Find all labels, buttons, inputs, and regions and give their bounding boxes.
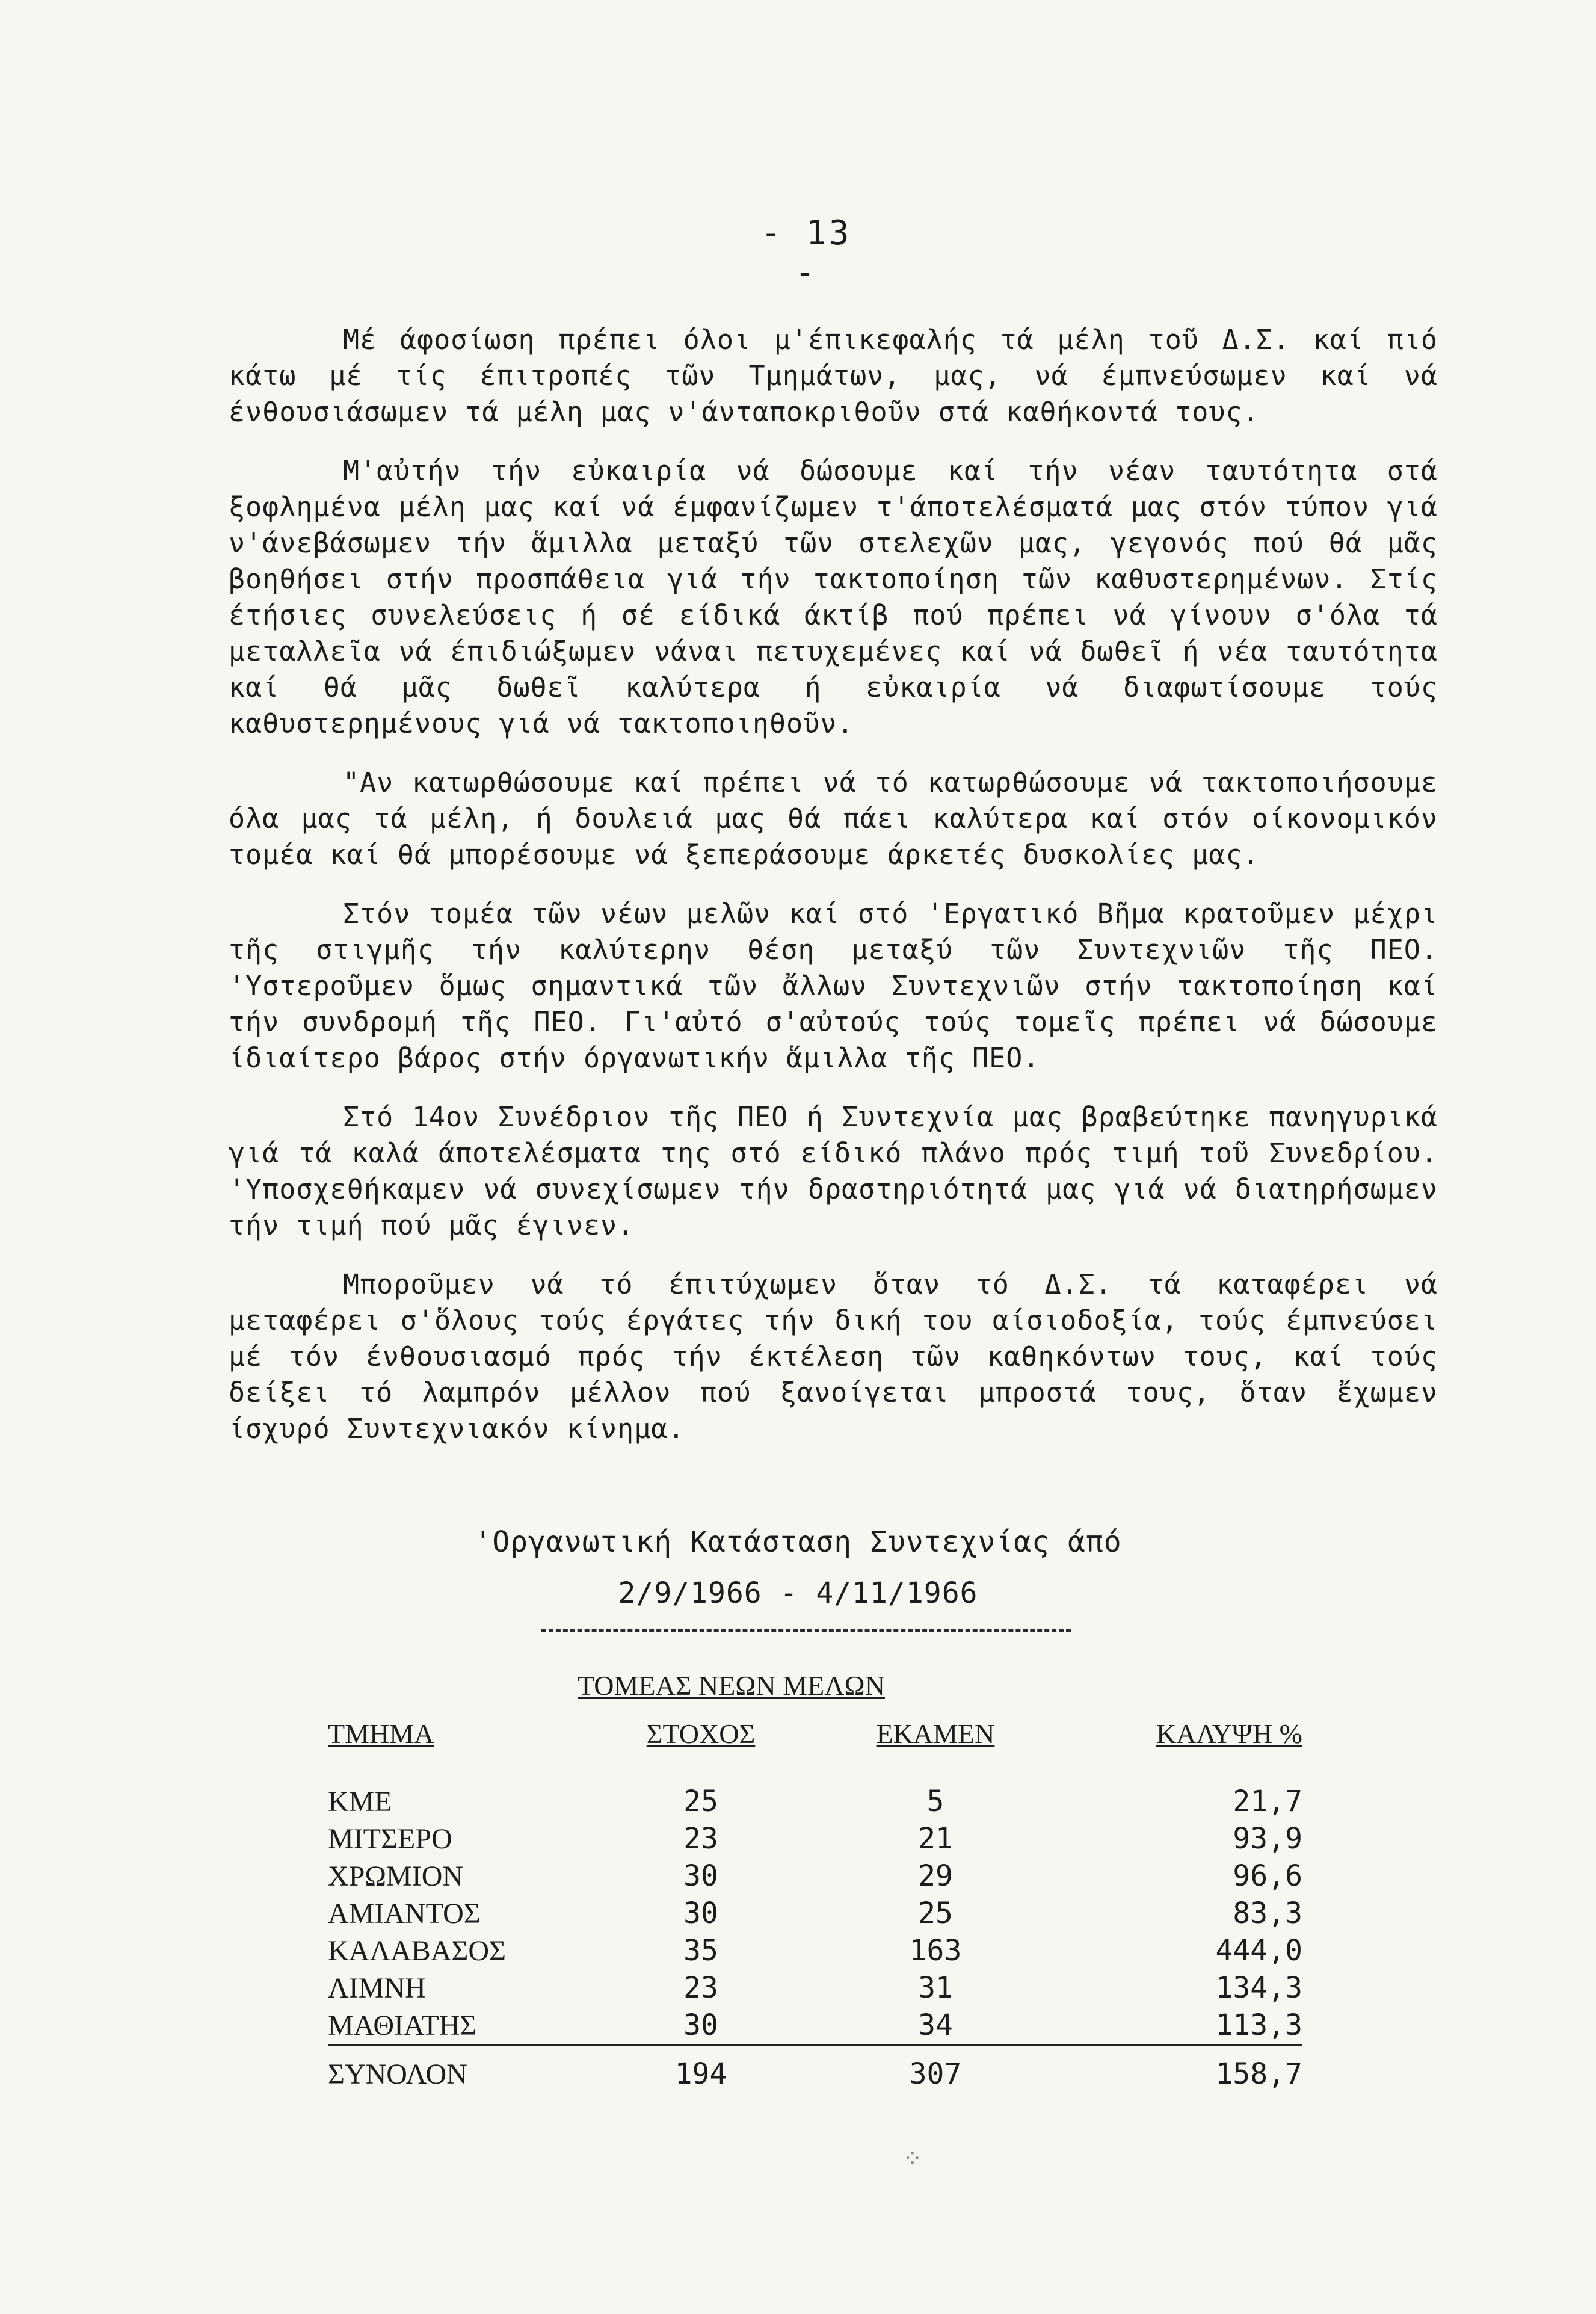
table-row <box>328 2007 1302 2045</box>
paragraph-6: Μποροῦμεν νά τό έπιτύχωμεν ὅταν τό Δ.Σ. τά καταφέρει νά μεταφέρει σ'ὅλους τούς έργάτες τήν δική του αίσιοδοξία, τούς έμπνεύσει μέ τόν ένθουσιασμό πρός τήν έκτέλεση τῶν καθηκόντων τους, καί τούς δείξει τό λαμπρόν μέλλον πού ξανοίγεται μπροστά τους, ὅταν ἔχωμεν ίσχυρό Συντεχνιακόν κίνημα. <box>229 1268 1438 1445</box>
header-section: ΤΜΗΜΑ <box>328 1718 434 1749</box>
membership-table <box>328 1718 1302 2093</box>
header-coverage: ΚΑΛΥΨΗ % <box>1156 1718 1302 1749</box>
table-header-row <box>328 1718 1302 1783</box>
report-period: 2/9/1966 - 4/11/1966 <box>618 1576 978 1610</box>
cell-achieved: 31 <box>918 1971 953 2005</box>
cell-section: ΑΜΙΑΝΤΟΣ <box>328 1897 481 1930</box>
cell-coverage: 96,6 <box>1233 1859 1302 1893</box>
scan-mark: ⁘ <box>902 2145 923 2173</box>
cell-target: 30 <box>593 2007 809 2045</box>
cell-coverage: 83,3 <box>1233 1896 1302 1930</box>
cell-section: ΜΙΤΣΕΡΟ <box>328 1822 452 1855</box>
total-achieved: 307 <box>909 2057 962 2091</box>
table-row <box>328 1783 1302 1820</box>
cell-section: ΧΡΩΜΙΟΝ <box>328 1860 464 1892</box>
body-text <box>229 322 1438 1470</box>
page-number: - 13 - <box>760 214 852 292</box>
cell-section: ΛΙΜΝΗ <box>328 1972 426 2004</box>
sector-title: ΤΟΜΕΑΣ ΝΕΩΝ ΜΕΛΩΝ <box>578 1670 885 1701</box>
cell-achieved: 25 <box>918 1896 953 1930</box>
cell-target: 23 <box>683 1971 718 2005</box>
cell-section: ΚΑΛΑΒΑΣΟΣ <box>328 1934 507 1967</box>
cell-achieved: 163 <box>909 1934 962 1967</box>
cell-coverage: 93,9 <box>1233 1822 1302 1856</box>
cell-coverage: 113,3 <box>1062 2007 1302 2045</box>
paragraph-1: Μέ άφοσίωση πρέπει όλοι μ'έπικεφαλής τά μέλη τοῦ Δ.Σ. καί πιό κάτω μέ τίς έπιτροπές τῶν Τμημάτων, μας, νά έμπνεύσωμεν καί νά ένθουσιάσωμεν τά μέλη μας ν'άνταποκριθοῦν στά καθήκοντά τους. <box>229 324 1438 428</box>
cell-coverage: 21,7 <box>1233 1785 1302 1818</box>
cell-achieved: 34 <box>809 2007 1062 2045</box>
header-achieved: ΕΚΑΜΕΝ <box>876 1718 995 1749</box>
header-target: ΣΤΟΧΟΣ <box>646 1718 756 1749</box>
cell-coverage: 134,3 <box>1215 1971 1302 2005</box>
cell-coverage: 444,0 <box>1215 1934 1302 1967</box>
table-row <box>328 1895 1302 1932</box>
table-row <box>328 1857 1302 1895</box>
total-label: ΣΥΝΟΛΟΝ <box>328 2058 467 2090</box>
report-title: 'Οργανωτική Κατάσταση Συντεχνίας άπό <box>474 1525 1122 1559</box>
cell-target: 30 <box>683 1896 718 1930</box>
table-row <box>328 1820 1302 1857</box>
paragraph-4: Στόν τομέα τῶν νέων μελῶν καί στό 'Εργατικό Βῆμα κρατοῦμεν μέχρι τῆς στιγμῆς τήν καλύτερην θέση μεταξύ τῶν Συντεχνιῶν τῆς ΠΕΟ. 'Υστεροῦμεν ὅμως σημαντικά τῶν ἄλλων Συντεχνιῶν στήν τακτοποίηση καί τήν συνδρομή τῆς ΠΕΟ. Γι'αὐτό σ'αὐτούς τούς τομεῖς πρέπει νά δώσουμε ίδιαίτερο βάρος στήν όργανωτικήν ἅμιλλα τῆς ΠΕΟ. <box>229 898 1438 1074</box>
cell-section: ΚΜΕ <box>328 1785 392 1818</box>
table-row <box>328 1932 1302 1969</box>
cell-target: 30 <box>683 1859 718 1893</box>
cell-achieved: 5 <box>926 1785 944 1818</box>
cell-target: 23 <box>683 1822 718 1856</box>
paragraph-2: Μ'αὐτήν τήν εὐκαιρία νά δώσουμε καί τήν νέαν ταυτότητα στά ξοφλημένα μέλη μας καί νά έμφανίζωμεν τ'άποτελέσματά μας στόν τύπον γιά ν'άνεβάσωμεν τήν ἅμιλλα μεταξύ τῶν στελεχῶν μας, γεγονός πού θά μᾶς βοηθήσει στήν προσπάθεια γιά τήν τακτοποίηση τῶν καθυστερημένων. Στίς έτήσιες συνελεύσεις ή σέ είδικά άκτίβ πού πρέπει νά γίνουν σ'όλα τά μεταλλεῖα νά έπιδιώξωμεν νάναι πετυχεμένες καί νά δωθεῖ ή νέα ταυτότητα καί θά μᾶς δωθεῖ καλύτερα ή εὐκαιρία νά διαφωτίσουμε τούς καθυστερημένους γιά νά τακτοποιηθοῦν. <box>229 455 1438 739</box>
total-target: 194 <box>674 2057 727 2091</box>
paragraph-3: "Αν κατωρθώσουμε καί πρέπει νά τό κατωρθώσουμε νά τακτοποιήσουμε όλα μας τά μέλη, ή δουλειά μας θά πάει καλύτερα καί στόν οίκονομικόν τομέα καί θά μπορέσουμε νά ξεπεράσουμε άρκετές δυσκολίες μας. <box>229 767 1438 871</box>
cell-achieved: 29 <box>918 1859 953 1893</box>
cell-section: ΜΑΘΙΑΤΗΣ <box>328 2007 593 2045</box>
cell-target: 25 <box>683 1785 718 1818</box>
table-row <box>328 1969 1302 2007</box>
total-coverage: 158,7 <box>1215 2057 1302 2091</box>
cell-target: 35 <box>683 1934 718 1967</box>
paragraph-5: Στό 14ον Συνέδριον τῆς ΠΕΟ ή Συντεχνία μας βραβεύτηκε πανηγυρικά γιά τά καλά άποτελέσματα της στό είδικό πλάνο πρός τιμή τοῦ Συνεδρίου. 'Υποσχεθήκαμεν νά συνεχίσωμεν τήν δραστηριότητά μας γιά νά διατηρήσωμεν τήν τιμή πού μᾶς έγινεν. <box>229 1101 1438 1241</box>
cell-achieved: 21 <box>918 1822 953 1856</box>
table-total-row <box>328 2045 1302 2093</box>
dashed-divider <box>541 1629 1071 1632</box>
